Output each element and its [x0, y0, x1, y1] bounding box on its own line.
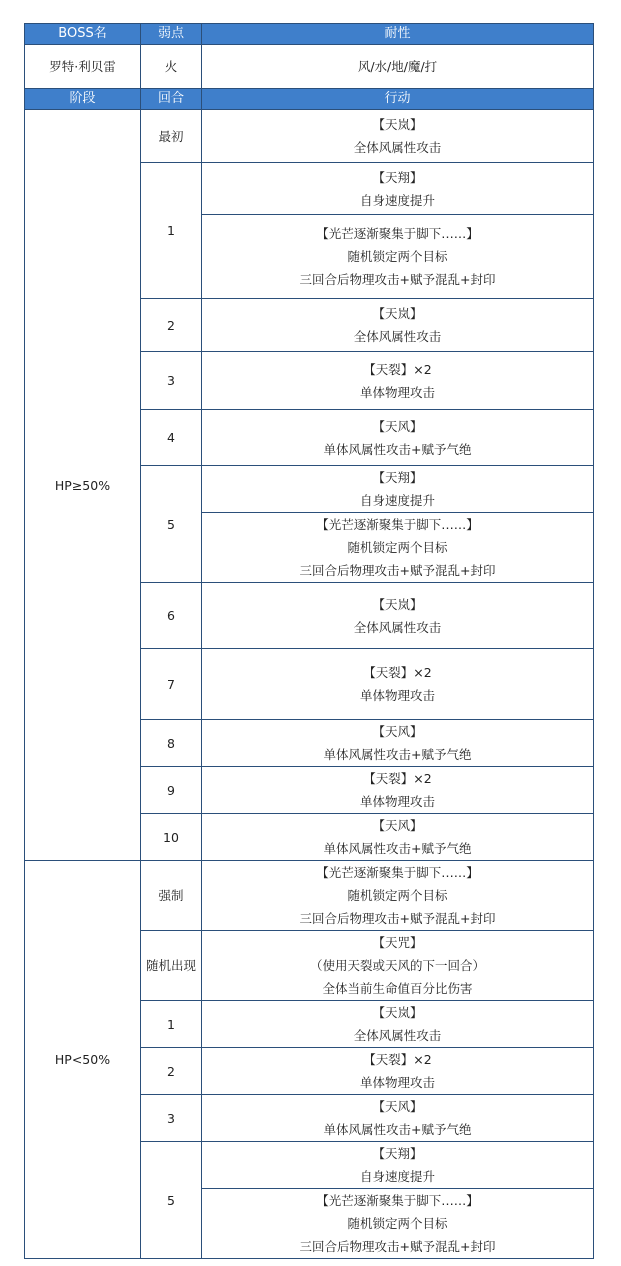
boss-action-table — [24, 23, 594, 1259]
skill-name: 【天裂】×2 — [363, 665, 432, 680]
action-cell — [202, 583, 594, 649]
turn-label: 2 — [141, 299, 202, 352]
skill-name: 【天风】 — [372, 818, 423, 833]
skill-description: 全体风属性攻击 — [353, 140, 442, 155]
skill-description: 自身速度提升 — [359, 1169, 435, 1184]
turn-label: 随机出现 — [141, 931, 202, 1001]
skill-name: 【天咒】 — [372, 935, 423, 950]
skill-name: 【天岚】 — [372, 596, 423, 612]
turn-label: 3 — [141, 1095, 202, 1142]
action-cell — [202, 299, 594, 352]
turn-label: 3 — [141, 352, 202, 410]
action-cell — [202, 861, 594, 931]
skill-name: 【光芒逐渐聚集于脚下……】 — [316, 226, 479, 241]
skill-name: 【天风】 — [372, 418, 423, 434]
skill-description: （使用天裂或天风的下一回合） — [309, 958, 485, 973]
skill-description: 自身速度提升 — [359, 493, 435, 508]
turn-label: 1 — [141, 163, 202, 299]
skill-description: 单体物理攻击 — [359, 384, 435, 400]
turn-label: 8 — [141, 720, 202, 767]
col-header-turn: 回合 — [141, 89, 202, 110]
skill-description: 单体风属性攻击+赋予气绝 — [323, 1122, 472, 1137]
skill-description: 三回合后物理攻击+赋予混乱+封印 — [299, 563, 496, 578]
boss-weakness: 火 — [141, 45, 202, 89]
skill-description: 单体风属性攻击+赋予气绝 — [323, 841, 472, 856]
action-cell — [202, 110, 594, 163]
skill-name: 【天翔】 — [372, 1146, 423, 1161]
skill-description: 全体风属性攻击 — [353, 619, 442, 635]
skill-name: 【天裂】×2 — [363, 1052, 432, 1067]
skill-description: 单体物理攻击 — [359, 688, 435, 703]
action-cell — [202, 1095, 594, 1142]
skill-name: 【天岚】 — [372, 306, 423, 321]
skill-name: 【天裂】×2 — [363, 771, 432, 786]
skill-description: 三回合后物理攻击+赋予混乱+封印 — [299, 911, 496, 926]
table-row — [25, 861, 594, 931]
skill-name: 【天风】 — [372, 724, 423, 739]
skill-description: 随机锁定两个目标 — [347, 1216, 448, 1231]
boss-name: 罗特·利贝雷 — [25, 45, 141, 89]
turn-label: 6 — [141, 583, 202, 649]
boss-resistance: 风/水/地/魔/打 — [202, 45, 594, 89]
action-cell — [202, 1048, 594, 1095]
skill-description: 随机锁定两个目标 — [347, 540, 448, 555]
header-row-1 — [25, 24, 594, 45]
skill-name: 【天岚】 — [372, 117, 423, 132]
turn-label: 2 — [141, 1048, 202, 1095]
header-row-2 — [25, 89, 594, 110]
skill-description: 全体风属性攻击 — [353, 1028, 442, 1043]
skill-name: 【光芒逐渐聚集于脚下……】 — [316, 865, 479, 880]
col-header-phase: 阶段 — [25, 89, 141, 110]
skill-description: 单体风属性攻击+赋予气绝 — [323, 441, 472, 457]
action-cell — [202, 649, 594, 720]
action-cell — [202, 410, 594, 466]
action-cell — [202, 931, 594, 1001]
skill-description: 单体物理攻击 — [359, 794, 435, 809]
col-header-boss-name: BOSS名 — [25, 24, 141, 45]
turn-label: 5 — [141, 1142, 202, 1259]
skill-name: 【天风】 — [372, 1099, 423, 1114]
action-cell — [202, 814, 594, 861]
skill-description: 随机锁定两个目标 — [347, 888, 448, 903]
action-cell — [202, 767, 594, 814]
action-cell — [202, 1189, 594, 1259]
turn-label: 强制 — [141, 861, 202, 931]
skill-description: 单体风属性攻击+赋予气绝 — [323, 747, 472, 762]
skill-name: 【天翔】 — [372, 169, 423, 185]
action-cell — [202, 215, 594, 299]
table-row — [25, 110, 594, 163]
action-cell — [202, 720, 594, 767]
action-cell — [202, 352, 594, 410]
skill-name: 【天岚】 — [372, 1005, 423, 1020]
action-cell — [202, 513, 594, 583]
skill-description: 全体风属性攻击 — [353, 329, 442, 344]
col-header-resistance: 耐性 — [202, 24, 594, 45]
action-cell — [202, 163, 594, 215]
phase-label: HP≥50% — [25, 110, 141, 861]
skill-name: 【天翔】 — [372, 470, 423, 485]
turn-label: 最初 — [141, 110, 202, 163]
col-header-weakness: 弱点 — [141, 24, 202, 45]
boss-info-row — [25, 45, 594, 89]
turn-label: 7 — [141, 649, 202, 720]
turn-label: 4 — [141, 410, 202, 466]
action-cell — [202, 466, 594, 513]
skill-description: 全体当前生命值百分比伤害 — [322, 981, 473, 996]
phase-label: HP<50% — [25, 861, 141, 1259]
turn-label: 10 — [141, 814, 202, 861]
skill-name: 【光芒逐渐聚集于脚下……】 — [316, 517, 479, 532]
action-cell — [202, 1142, 594, 1189]
action-cell — [202, 1001, 594, 1048]
skill-name: 【光芒逐渐聚集于脚下……】 — [316, 1193, 479, 1208]
skill-name: 【天裂】×2 — [363, 361, 432, 377]
skill-description: 三回合后物理攻击+赋予混乱+封印 — [299, 272, 496, 287]
turn-label: 9 — [141, 767, 202, 814]
turn-label: 5 — [141, 466, 202, 583]
skill-description: 随机锁定两个目标 — [347, 249, 448, 264]
skill-description: 单体物理攻击 — [359, 1075, 435, 1090]
skill-description: 三回合后物理攻击+赋予混乱+封印 — [299, 1239, 496, 1254]
col-header-action: 行动 — [202, 89, 594, 110]
skill-description: 自身速度提升 — [359, 192, 435, 208]
turn-label: 1 — [141, 1001, 202, 1048]
